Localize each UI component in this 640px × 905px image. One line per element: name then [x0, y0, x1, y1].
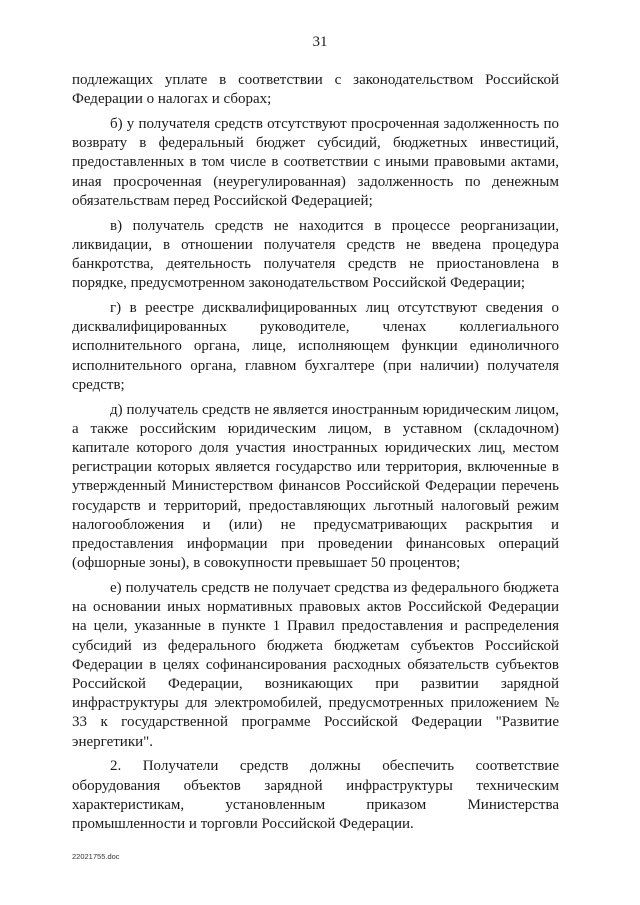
paragraph-item-e: е) получатель средств не получает средства из федерального бюджета на основании иных нормативных правовых актов Российской Федерации на цели, указанные в пункте 1 Правил предоставления и распределения субсидий из федерального бюджета бюджетам субъектов Российской Федерации в целях софинансирования расходных обязательств субъектов Российской Федерации, возникающих при развитии зарядной инфраструктуры для электромобилей, предусмотренных приложением № 33 к государственной программе Российской Федерации "Развитие энергетики".: [72, 580, 559, 750]
paragraph-item-b: б) у получателя средств отсутствуют просроченная задолженность по возврату в федеральный бюджет субсидий, бюджетных инвестиций, предоставленных в том числе в соответствии с иными правовыми актами, иная просроченная (неурегулированная) задолженность по денежным обязательствам перед Российской Федерацией;: [72, 116, 559, 209]
paragraph-item-v: в) получатель средств не находится в процессе реорганизации, ликвидации, в отношении получателя средств не введена процедура банкротства, деятельность получателя средств не приостановлена в порядке, предусмотренном законодательством Российской Федерации;: [72, 217, 559, 292]
footer-filename: 22021755.doc: [72, 852, 120, 861]
paragraph-continuation: подлежащих уплате в соответствии с законодательством Российской Федерации о налогах и сборах;: [72, 72, 559, 108]
page-number: 31: [312, 34, 328, 50]
paragraph-item-d: д) получатель средств не является иностранным юридическим лицом, а также российским юридическим лицом, в уставном (складочном) капитале которого доля участия иностранных юридических лиц, местом регистрации которых является государство или территория, включенные в утвержденный Министерством финансов Российской Федерации перечень государств и территорий, предоставляющих льготный налоговый режим налогообложения и (или) не предусматривающих раскрытия и предоставления информации при проведении финансовых операций (офшорные зоны), в совокупности превышает 50 процентов;: [72, 401, 559, 572]
paragraph-item-g: г) в реестре дисквалифицированных лиц отсутствуют сведения о дисквалифицированных руководителе, членах коллегиального исполнительного органа, лице, исполняющем функции единоличного исполнительного органа, главном бухгалтере (при наличии) получателя средств;: [72, 300, 559, 393]
paragraph-section-2: 2. Получатели средств должны обеспечить соответствие оборудования объектов зарядной инфраструктуры техническим характеристикам, установленным приказом Министерства промышленности и торговли Российской Федерации.: [72, 758, 559, 833]
document-body: [72, 71, 559, 840]
